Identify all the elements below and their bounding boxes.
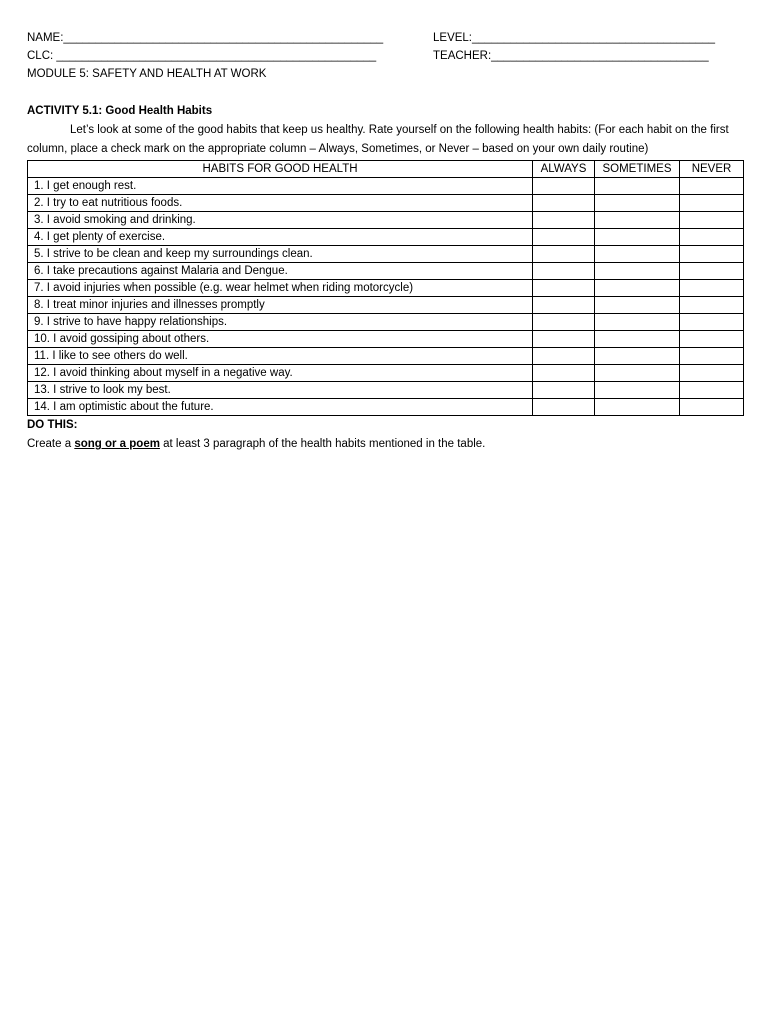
habit-cell: 4. I get plenty of exercise. [28, 229, 533, 246]
do-this-instruction [27, 435, 743, 454]
habit-cell: 2. I try to eat nutritious foods. [28, 195, 533, 212]
check-cell-sometimes[interactable] [595, 382, 680, 399]
col-header-never: NEVER [680, 161, 744, 178]
check-cell-never[interactable] [680, 212, 744, 229]
table-header-row [28, 161, 744, 178]
habit-cell: 9. I strive to have happy relationships. [28, 314, 533, 331]
check-cell-always[interactable] [533, 263, 595, 280]
check-cell-sometimes[interactable] [595, 195, 680, 212]
habit-cell: 13. I strive to look my best. [28, 382, 533, 399]
table-row [28, 263, 744, 280]
check-cell-always[interactable] [533, 280, 595, 297]
table-row [28, 212, 744, 229]
habit-cell: 8. I treat minor injuries and illnesses promptly [28, 297, 533, 314]
check-cell-never[interactable] [680, 280, 744, 297]
check-cell-always[interactable] [533, 229, 595, 246]
habit-cell: 7. I avoid injuries when possible (e.g. wear helmet when riding motorcycle) [28, 280, 533, 297]
teacher-field-label: TEACHER:__________________________________ [433, 50, 709, 62]
check-cell-always[interactable] [533, 382, 595, 399]
check-cell-never[interactable] [680, 297, 744, 314]
check-cell-always[interactable] [533, 297, 595, 314]
module-title: MODULE 5: SAFETY AND HEALTH AT WORK [27, 68, 267, 80]
check-cell-always[interactable] [533, 246, 595, 263]
check-cell-sometimes[interactable] [595, 263, 680, 280]
check-cell-never[interactable] [680, 246, 744, 263]
check-cell-sometimes[interactable] [595, 399, 680, 416]
habit-cell: 1. I get enough rest. [28, 178, 533, 195]
check-cell-never[interactable] [680, 229, 744, 246]
table-row [28, 348, 744, 365]
table-row [28, 280, 744, 297]
check-cell-always[interactable] [533, 195, 595, 212]
check-cell-sometimes[interactable] [595, 178, 680, 195]
check-cell-never[interactable] [680, 263, 744, 280]
habit-cell: 3. I avoid smoking and drinking. [28, 212, 533, 229]
habits-table-body [28, 178, 744, 416]
check-cell-sometimes[interactable] [595, 246, 680, 263]
col-header-always: ALWAYS [533, 161, 595, 178]
habit-cell: 5. I strive to be clean and keep my surroundings clean. [28, 246, 533, 263]
instruction-text-after: at least 3 paragraph of the health habits mentioned in the table. [159, 438, 486, 450]
habits-table [27, 160, 744, 416]
check-cell-sometimes[interactable] [595, 280, 680, 297]
table-row [28, 229, 744, 246]
check-cell-always[interactable] [533, 399, 595, 416]
check-cell-never[interactable] [680, 382, 744, 399]
check-cell-sometimes[interactable] [595, 314, 680, 331]
table-row [28, 365, 744, 382]
check-cell-always[interactable] [533, 365, 595, 382]
check-cell-never[interactable] [680, 195, 744, 212]
name-field-label: NAME:__________________________________________________ [27, 32, 384, 44]
habit-cell: 6. I take precautions against Malaria and Dengue. [28, 263, 533, 280]
check-cell-never[interactable] [680, 365, 744, 382]
habit-cell: 10. I avoid gossiping about others. [28, 331, 533, 348]
activity-title: ACTIVITY 5.1: Good Health Habits [27, 105, 213, 117]
table-row [28, 246, 744, 263]
check-cell-never[interactable] [680, 348, 744, 365]
check-cell-never[interactable] [680, 178, 744, 195]
instruction-text-before: Create a [27, 438, 75, 450]
check-cell-always[interactable] [533, 348, 595, 365]
check-cell-never[interactable] [680, 314, 744, 331]
check-cell-sometimes[interactable] [595, 331, 680, 348]
instruction-emphasis: song or a poem [74, 438, 160, 450]
habit-cell: 12. I avoid thinking about myself in a negative way. [28, 365, 533, 382]
check-cell-never[interactable] [680, 399, 744, 416]
habit-cell: 11. I like to see others do well. [28, 348, 533, 365]
level-field-label: LEVEL:______________________________________ [433, 32, 716, 44]
header-row-1 [27, 29, 743, 47]
check-cell-sometimes[interactable] [595, 365, 680, 382]
table-row [28, 331, 744, 348]
check-cell-never[interactable] [680, 331, 744, 348]
col-header-habits: HABITS FOR GOOD HEALTH [28, 161, 533, 178]
check-cell-always[interactable] [533, 178, 595, 195]
header-row-2 [27, 47, 743, 65]
check-cell-always[interactable] [533, 331, 595, 348]
clc-field-label: CLC: __________________________________________________ [27, 50, 377, 62]
check-cell-always[interactable] [533, 314, 595, 331]
activity-instructions: Let’s look at some of the good habits that keep us healthy. Rate yourself on the following health habits: (For each habit on the first column, place a check mark on the appropriate column – Always, Sometimes, or Never – based on your own daily routine) [27, 124, 729, 155]
col-header-sometimes: SOMETIMES [595, 161, 680, 178]
table-row [28, 382, 744, 399]
table-row [28, 195, 744, 212]
check-cell-sometimes[interactable] [595, 348, 680, 365]
worksheet-page [27, 29, 743, 454]
table-row [28, 297, 744, 314]
habit-cell: 14. I am optimistic about the future. [28, 399, 533, 416]
table-row [28, 178, 744, 195]
check-cell-sometimes[interactable] [595, 297, 680, 314]
table-row [28, 399, 744, 416]
check-cell-always[interactable] [533, 212, 595, 229]
check-cell-sometimes[interactable] [595, 212, 680, 229]
do-this-label: DO THIS: [27, 419, 78, 431]
check-cell-sometimes[interactable] [595, 229, 680, 246]
table-row [28, 314, 744, 331]
